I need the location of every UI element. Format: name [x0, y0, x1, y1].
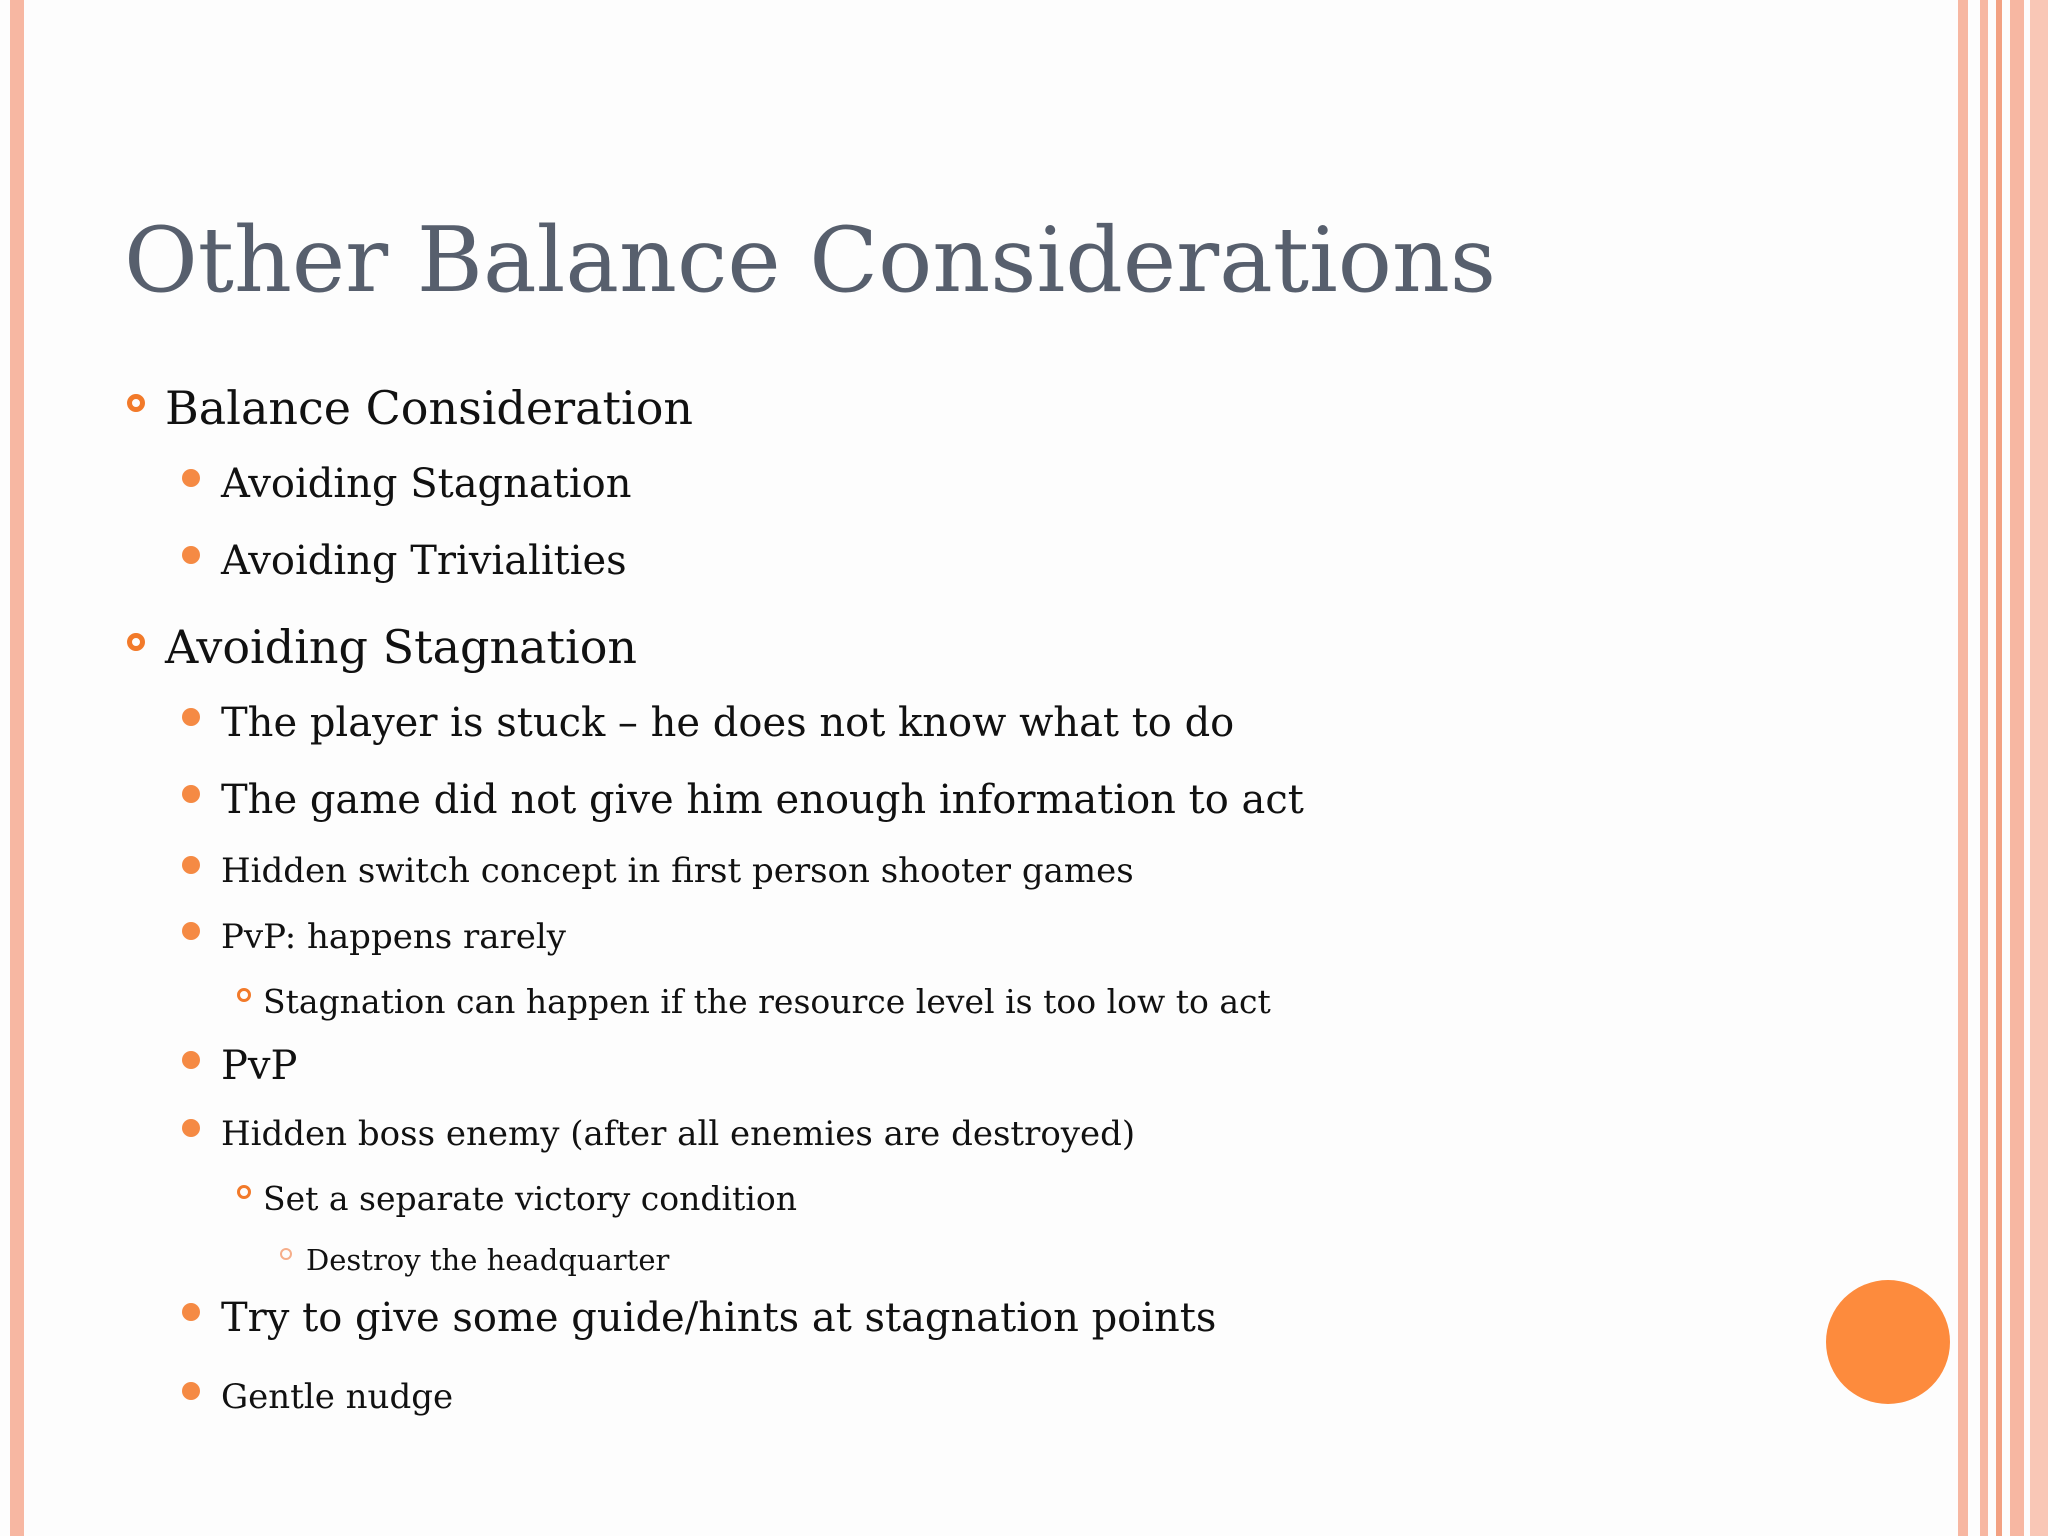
bullet-text: PvP: [221, 1043, 298, 1089]
bullet-text: Avoiding Trivialities: [221, 538, 627, 584]
filled-bullet-icon: [182, 708, 200, 726]
filled-bullet-icon: [182, 785, 200, 803]
bullet-item-level-2: [221, 535, 627, 587]
bullet-text: PvP: happens rarely: [221, 917, 566, 957]
bullet-item-level-2: [221, 697, 1234, 749]
bullet-item-level-2: [221, 774, 1304, 826]
bullet-item-level-1: [165, 617, 637, 677]
bullet-item-level-2: [221, 915, 566, 959]
bullet-text: Avoiding Stagnation: [165, 620, 638, 674]
ring-bullet-icon: [237, 1185, 251, 1199]
ring-bullet-icon: [127, 394, 145, 412]
filled-bullet-icon: [182, 922, 200, 940]
filled-bullet-icon: [182, 1119, 200, 1137]
bullet-item-level-4: [306, 1241, 669, 1279]
bullet-item-level-2: [221, 1292, 1216, 1344]
filled-bullet-icon: [182, 1382, 200, 1400]
bullet-item-level-3: [263, 1177, 797, 1220]
filled-bullet-icon: [182, 1051, 200, 1069]
filled-bullet-icon: [182, 546, 200, 564]
bullet-item-level-1: [165, 378, 693, 438]
ring-bullet-icon: [237, 988, 251, 1002]
bullet-item-level-2: [221, 458, 631, 510]
bullet-text: The game did not give him enough information to act: [221, 777, 1304, 823]
bullet-text: Set a separate victory condition: [263, 1179, 797, 1218]
ring-bullet-icon: [127, 633, 145, 651]
filled-bullet-icon: [182, 1303, 200, 1321]
bullet-item-level-2: [221, 849, 1134, 893]
filled-bullet-icon: [182, 469, 200, 487]
bullet-text: Hidden boss enemy (after all enemies are destroyed): [221, 1114, 1136, 1154]
ring-bullet-icon: [280, 1248, 292, 1260]
bullet-item-level-2: [221, 1112, 1135, 1156]
bullet-text: The player is stuck – he does not know what to do: [221, 700, 1235, 746]
bullet-text: Balance Consideration: [165, 381, 694, 435]
bullet-item-level-2: [221, 1040, 297, 1092]
bullet-item-level-3: [263, 980, 1271, 1023]
bullet-text: Avoiding Stagnation: [221, 461, 632, 507]
bullet-text: Try to give some guide/hints at stagnation points: [221, 1295, 1217, 1341]
slide-title: Other Balance Considerations: [124, 208, 1497, 313]
bullet-text: Gentle nudge: [221, 1377, 454, 1417]
bullet-text: Destroy the headquarter: [306, 1242, 670, 1277]
filled-bullet-icon: [182, 856, 200, 874]
bullet-item-level-2: [221, 1375, 453, 1419]
bullet-text: Stagnation can happen if the resource level is too low to act: [263, 982, 1271, 1021]
bullet-text: Hidden switch concept in first person shooter games: [221, 851, 1134, 891]
